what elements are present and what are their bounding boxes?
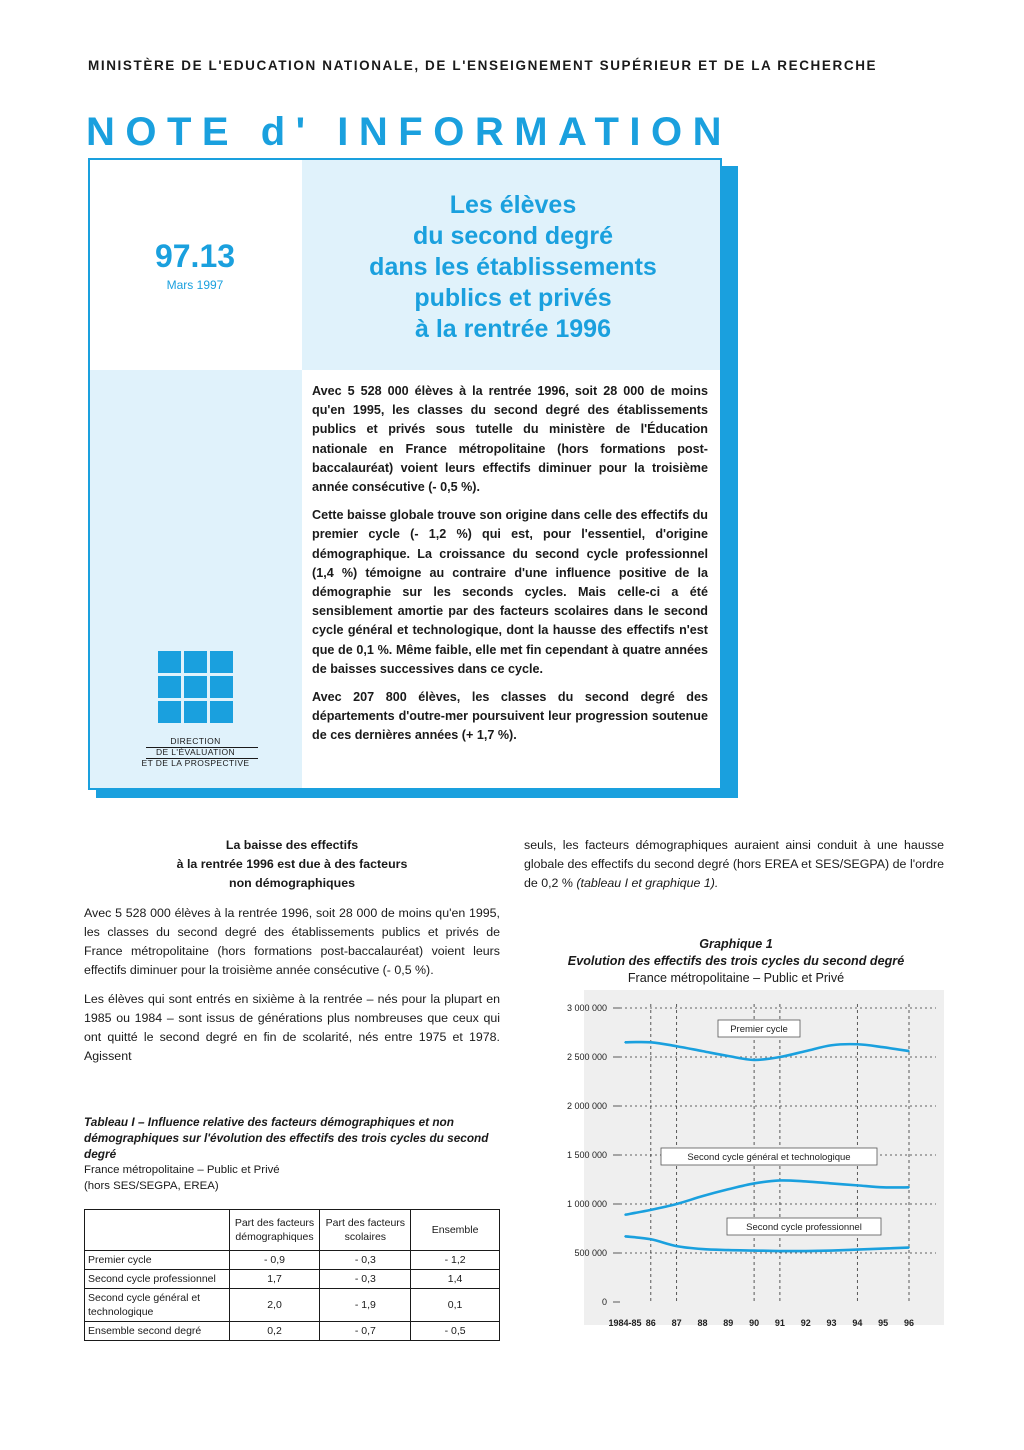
table-row xyxy=(85,1251,500,1270)
document-title: Les élèves du second degré dans les établissements publics et privés à la rentrée 1996 xyxy=(369,191,657,343)
y-tick-label: 3 000 000 xyxy=(566,1003,607,1013)
x-tick-label: 93 xyxy=(826,1318,837,1328)
data-point xyxy=(702,1195,704,1197)
table-title: Tableau I – Influence relative des facteurs démographiques et non démographiques sur l'évolution des effectifs des trois cycles du second degré xyxy=(84,1115,489,1161)
x-tick-label: 96 xyxy=(903,1318,915,1328)
data-point xyxy=(702,1050,704,1052)
chart-number: Graphique 1 xyxy=(699,937,773,951)
data-point xyxy=(908,1247,910,1249)
abstract-paragraph: Avec 207 800 élèves, les classes du second degré des départements d'outre-mer poursuivent leur progression soutenue de ces dernières années (+ 1,7 %). xyxy=(312,690,708,743)
section-title: La baisse des effectifs à la rentrée 1996 est due à des facteurs non démographiques xyxy=(176,838,408,890)
series-label: Second cycle général et technologique xyxy=(687,1152,851,1163)
data-point xyxy=(805,1250,807,1252)
x-tick-label: 94 xyxy=(852,1318,863,1328)
table-cell: - 0,5 xyxy=(411,1322,500,1341)
table-subtitle: France métropolitaine – Public et Privé xyxy=(84,1164,280,1176)
chart-subtitle: France métropolitaine – Public et Privé xyxy=(627,971,845,985)
data-point xyxy=(779,1056,781,1058)
abstract xyxy=(312,382,708,755)
data-point xyxy=(753,1059,755,1061)
data-point xyxy=(908,1050,910,1052)
table-header-row xyxy=(85,1210,500,1251)
data-point xyxy=(676,1203,678,1205)
table-header-cell: Ensemble xyxy=(411,1210,500,1251)
data-point xyxy=(831,1250,833,1252)
abstract-paragraph: Avec 5 528 000 élèves à la rentrée 1996, soit 28 000 de moins qu'en 1995, les classes du second degré des établissements publics et privés sous tutelle du ministère de l'Éducation nationale en France métropolitaine (hors formations post-baccalauréat) voient leurs effectifs diminuer pour la troisième année consécutive (- 0,5 %). xyxy=(312,384,708,495)
data-point xyxy=(753,1250,755,1252)
table-cell: Second cycle général et technologique xyxy=(85,1289,230,1322)
line-chart xyxy=(524,990,944,1344)
body-text: seuls, les facteurs démographiques auraient ainsi conduit à une hausse globale des effectifs du second degré (hors EREA et SES/SEGPA) de l'ordre de 0,2 % xyxy=(524,838,944,890)
x-tick-label: 90 xyxy=(749,1318,760,1328)
table-header-cell xyxy=(85,1210,230,1251)
table-cell: 2,0 xyxy=(229,1289,320,1322)
table-cell: Second cycle professionnel xyxy=(85,1270,230,1289)
series-label: Premier cycle xyxy=(730,1024,788,1035)
data-point xyxy=(650,1209,652,1211)
table-cell: Premier cycle xyxy=(85,1251,230,1270)
table-cell: - 0,3 xyxy=(320,1270,411,1289)
x-tick-label: 92 xyxy=(800,1318,811,1328)
body-right-paragraph xyxy=(524,836,944,893)
y-tick-label: 1 000 000 xyxy=(566,1199,607,1209)
table-cell: - 0,7 xyxy=(320,1322,411,1341)
data-point xyxy=(882,1187,884,1189)
data-point xyxy=(805,1050,807,1052)
y-tick-label: 0 xyxy=(601,1297,607,1307)
data-point xyxy=(882,1248,884,1250)
table-cell: - 1,9 xyxy=(320,1289,411,1322)
table-cell: 1,7 xyxy=(229,1270,320,1289)
data-point xyxy=(779,1180,781,1182)
x-tick-label: 86 xyxy=(645,1318,656,1328)
abstract-paragraph: Cette baisse globale trouve son origine dans celle des effectifs du premier cycle (- 1,2 %) qui est, pour l'essentiel, d'origine démographique. La croissance du second cycle professionnel (1,4 %) témoigne au contraire d'une influence positive de la démographie sur les seconds cycles. Mais celle-ci a été sensiblement amortie par des facteurs scolaires dans le second cycle général et technologique, dont la hausse des effectifs n'est que de 0,1 %. Même faible, elle met fin cependant à quatre années de baisses successives dans ce cycle. xyxy=(312,508,708,676)
data-point xyxy=(831,1183,833,1185)
table-cell: 1,4 xyxy=(411,1270,500,1289)
data-point xyxy=(779,1250,781,1252)
data-point xyxy=(908,1187,910,1189)
table-caption xyxy=(84,1114,500,1194)
y-tick-label: 1 500 000 xyxy=(566,1150,607,1160)
data-point xyxy=(857,1249,859,1251)
table-row xyxy=(85,1270,500,1289)
data-point xyxy=(882,1046,884,1048)
data-point xyxy=(727,1249,729,1251)
table-cell: - 0,3 xyxy=(320,1251,411,1270)
issue-date: Mars 1997 xyxy=(166,278,224,292)
data-table xyxy=(84,1209,500,1341)
data-point xyxy=(624,1042,626,1044)
data-point xyxy=(650,1238,652,1240)
masthead-title: NOTE d' INFORMATION xyxy=(86,110,733,154)
x-tick-label: 88 xyxy=(697,1318,708,1328)
body-left-column xyxy=(84,836,500,1076)
issue-number: 97.13 xyxy=(154,238,236,274)
data-point xyxy=(727,1189,729,1191)
y-tick-label: 2 000 000 xyxy=(566,1101,607,1111)
x-tick-label: 87 xyxy=(671,1318,682,1328)
table-row xyxy=(85,1289,500,1322)
table-header-cell: Part des facteurs démographiques xyxy=(229,1210,320,1251)
header-logo-panel xyxy=(90,370,302,788)
table-subtitle: (hors SES/SEGPA, EREA) xyxy=(84,1180,219,1192)
data-point xyxy=(805,1181,807,1183)
y-tick-label: 500 000 xyxy=(574,1248,607,1258)
x-tick-label: 89 xyxy=(723,1318,734,1328)
data-point xyxy=(727,1055,729,1057)
x-tick-label: 91 xyxy=(774,1318,785,1328)
data-point xyxy=(676,1245,678,1247)
data-point xyxy=(831,1044,833,1046)
data-point xyxy=(753,1183,755,1185)
data-point xyxy=(624,1214,626,1216)
data-point xyxy=(650,1042,652,1044)
department-name: DIRECTION DE L'ÉVALUATION ET DE LA PROSPECTIVE xyxy=(141,736,250,768)
table-cell: - 1,2 xyxy=(411,1251,500,1270)
reference-text: (tableau I et graphique 1). xyxy=(576,876,719,890)
chart-title: Evolution des effectifs des trois cycles du second degré xyxy=(567,954,905,968)
data-point xyxy=(676,1045,678,1047)
y-tick-label: 2 500 000 xyxy=(566,1052,607,1062)
data-point xyxy=(857,1185,859,1187)
body-paragraph: Les élèves qui sont entrés en sixième à la rentrée – nés pour la plupart en 1985 ou 1984 – sont issus de générations plus nombreuses que ceux qui ont quitté le second degré en fin de scolarité, nés entre 1975 et 1978. Agissent xyxy=(84,992,500,1063)
table-header-cell: Part des facteurs scolaires xyxy=(320,1210,411,1251)
table-cell: 0,1 xyxy=(411,1289,500,1322)
chart-caption xyxy=(524,936,948,987)
body-paragraph: Avec 5 528 000 élèves à la rentrée 1996, soit 28 000 de moins qu'en 1995, les classes du second degré des établissements publics et privés de France métropolitaine (hors formations post-baccalauréat) voient leurs effectifs diminuer pour la troisième année consécutive (- 0,5 %). xyxy=(84,906,500,977)
series-label: Second cycle professionnel xyxy=(746,1222,862,1233)
table-cell: Ensemble second degré xyxy=(85,1322,230,1341)
table-row xyxy=(85,1322,500,1341)
ministry-name: MINISTÈRE DE L'EDUCATION NATIONALE, DE L'ENSEIGNEMENT SUPÉRIEUR ET DE LA RECHERCHE xyxy=(88,58,878,73)
table-cell: 0,2 xyxy=(229,1322,320,1341)
department-logo-icon xyxy=(158,651,233,723)
x-tick-label: 95 xyxy=(878,1318,889,1328)
x-tick-label: 1984-85 xyxy=(608,1318,642,1328)
data-point xyxy=(624,1236,626,1238)
data-point xyxy=(857,1043,859,1045)
data-point xyxy=(702,1248,704,1250)
table-cell: - 0,9 xyxy=(229,1251,320,1270)
